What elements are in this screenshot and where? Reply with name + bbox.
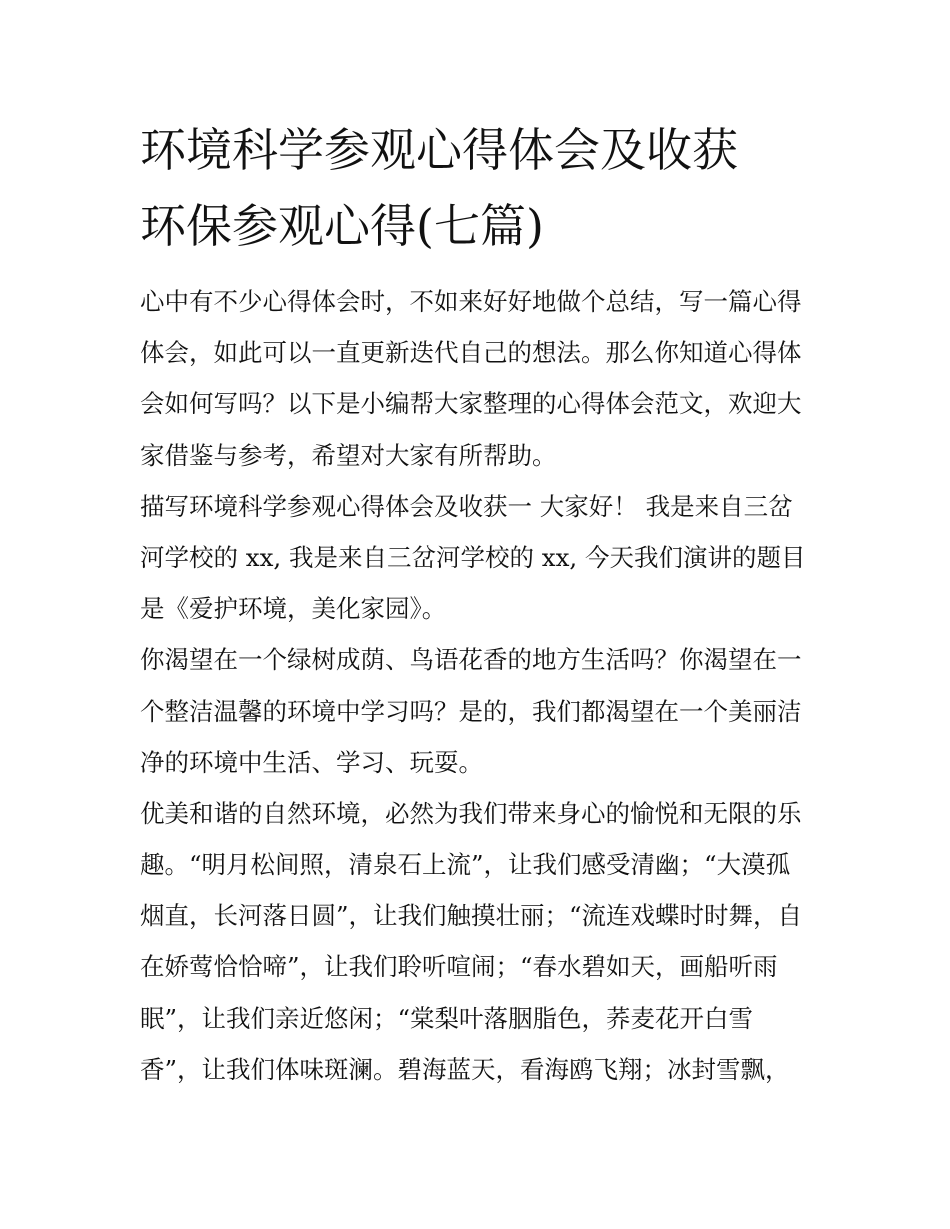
body-line: 趣。“明月松间照，清泉石上流”，让我们感受清幽；“大漠孤: [140, 850, 791, 880]
body-line: 你渴望在一个绿树成荫、鸟语花香的地方生活吗？你渴望在一: [140, 645, 802, 675]
body-line: 描写环境科学参观心得体会及收获一 大家好！ 我是来自三岔: [140, 491, 793, 521]
body-line: 烟直，长河落日圆”，让我们触摸壮丽；“流连戏蝶时时舞，自: [140, 901, 803, 931]
title-line-1: 环境科学参观心得体会及收获: [140, 123, 738, 177]
body-line: 眠”，让我们亲近悠闲；“棠梨叶落胭脂色，荞麦花开白雪: [140, 1003, 754, 1033]
document-title: [140, 112, 840, 264]
title-line-2: 环保参观心得(七篇): [140, 199, 544, 253]
body-line: 河学校的 xx, 我是来自三岔河学校的 xx, 今天我们演讲的题目: [140, 542, 806, 572]
body-line: 香”，让我们体味斑澜。碧海蓝天，看海鸥飞翔；冰封雪飘，: [140, 1054, 790, 1084]
body-line: 是《爱护环境，美化家园》。: [140, 594, 447, 624]
body-line: 体会，如此可以一直更新迭代自己的想法。那么你知道心得体: [140, 338, 802, 368]
body-line: 个整洁温馨的环境中学习吗？是的，我们都渴望在一个美丽洁: [140, 696, 802, 726]
body-line: 优美和谐的自然环境，必然为我们带来身心的愉悦和无限的乐: [140, 798, 802, 828]
body-line: 净的环境中生活、学习、玩耍。: [140, 747, 483, 777]
document-body: [140, 276, 816, 1095]
body-line: 会如何写吗？以下是小编帮大家整理的心得体会范文，欢迎大: [140, 389, 802, 419]
body-line: 家借鉴与参考，希望对大家有所帮助。: [140, 440, 557, 470]
body-line: 在娇莺恰恰啼”，让我们聆听喧闹；“春水碧如天，画船听雨: [140, 952, 778, 982]
body-line: 心中有不少心得体会时，不如来好好地做个总结，写一篇心得: [140, 287, 802, 316]
